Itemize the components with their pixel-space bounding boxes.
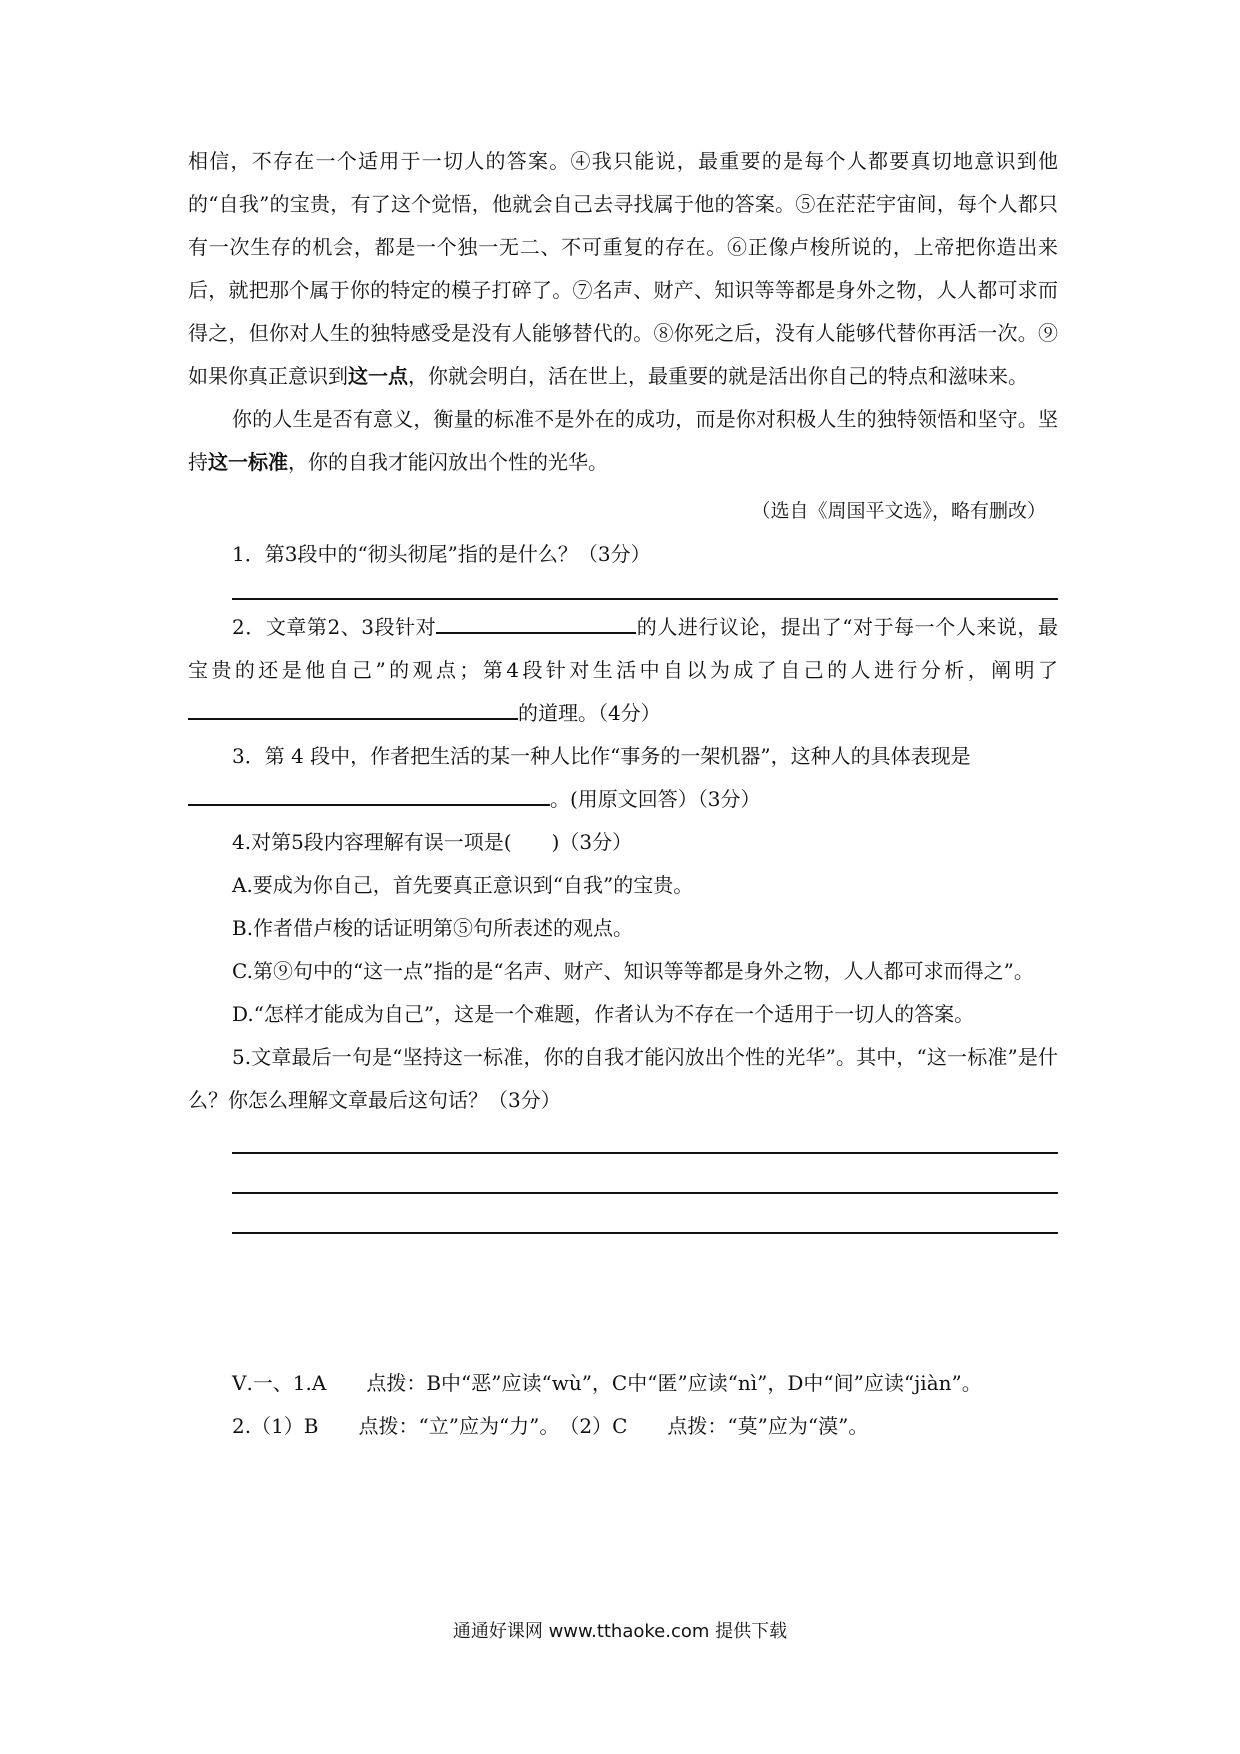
paragraph-text: 你的人生是否有意义，衡量的标准不是外在的成功，而是你对积极人生的独特领悟和坚守。坚持 [188,407,1058,474]
option-d: D.“怎样才能成为自己”，这是一个难题，作者认为不存在一个适用于一切人的答案。 [232,1002,975,1026]
answer-line [232,1122,1058,1154]
passage-paragraph [188,140,1058,398]
question-3 [188,735,1058,778]
option-a: A.要成为你自己，首先要真正意识到“自我”的宝贵。 [232,873,694,897]
question-text: 的人进行议论，提出了“对于每一个人来说，最宝贵的还是他自己”的观点；第4段针对生活中自以为成了自己的人进行分析，阐明了 [188,615,1058,682]
question-4: 4.对第5段内容理解有误一项是( )（3分） [232,830,633,854]
paragraph-text: ，你就会明白，活在世上，最重要的就是活出你自己的特点和滋味来。 [408,364,1028,388]
question-2 [188,606,1058,735]
option-c: C.第⑨句中的“这一点”指的是“名声、财产、知识等等都是身外之物，人人都可求而得之”。 [232,959,1034,983]
paragraph-text: ，你的自我才能闪放出个性的光华。 [288,450,608,474]
option-b: B.作者借卢梭的话证明第⑤句所表述的观点。 [232,916,634,940]
question-1: 1．第3段中的“彻头彻尾”指的是什么？（3分） [232,542,651,566]
source-citation: （选自《周国平文选》，略有删改） [751,500,1046,522]
page-content [188,140,1058,1448]
answer-key-line: Ⅴ.一、1.A 点拨：B中“恶”应读“wù”，C中“匿”应读“nì”，D中“间”应读“jiàn”。 [232,1371,982,1395]
paragraph-text: 相信，不存在一个适用于一切人的答案。④我只能说，最重要的是每个人都要真切地意识到他的“自我”的宝贵，有了这个觉悟，他就会自己去寻找属于他的答案。⑤在茫茫宇宙间，每个人都只有一次生存的机会，都是一个独一无二、不可重复的存在。⑥正像卢梭所说的，上帝把你造出来后，就把那个属于你的特定的模子打碎了。⑦名声、财产、知识等等都是身外之物，人人都可求而得之，但你对人生的独特感受是没有人能够替代的。⑧你死之后，没有人能够代替你再活一次。⑨如果你真正意识到 [188,149,1058,388]
answer-key-line: 2.（1）B 点拨：“立”应为“力”。 （2）C 点拨：“莫”应为“漠”。 [232,1414,869,1438]
answer-line [232,1194,1058,1234]
fill-blank [436,608,636,634]
question-text: 的道理。（4分） [518,701,661,725]
question-text: 。(用原文回答）（3分） [550,787,761,811]
answer-line [232,1154,1058,1194]
bold-text: 这一点 [348,364,408,388]
fill-blank [188,694,518,720]
footer-text: 通通好课网 www.tthaoke.com 提供下载 [452,1621,788,1642]
question-text: 3．第 4 段中，作者把生活的某一种人比作“事务的一架机器”，这种人的具体表现是 [232,744,971,768]
passage-paragraph [188,398,1058,484]
question-3-continued [188,778,1058,821]
question-text: 2．文章第2、3段针对 [232,615,437,639]
bold-text: 这一标准 [208,450,288,474]
answer-line [232,576,1058,600]
question-5: 5.文章最后一句是“坚持这一标准，你的自我才能闪放出个性的光华”。其中，“这一标准”是什么？你怎么理解文章最后这句话？（3分） [188,1045,1058,1112]
fill-blank [188,780,550,806]
